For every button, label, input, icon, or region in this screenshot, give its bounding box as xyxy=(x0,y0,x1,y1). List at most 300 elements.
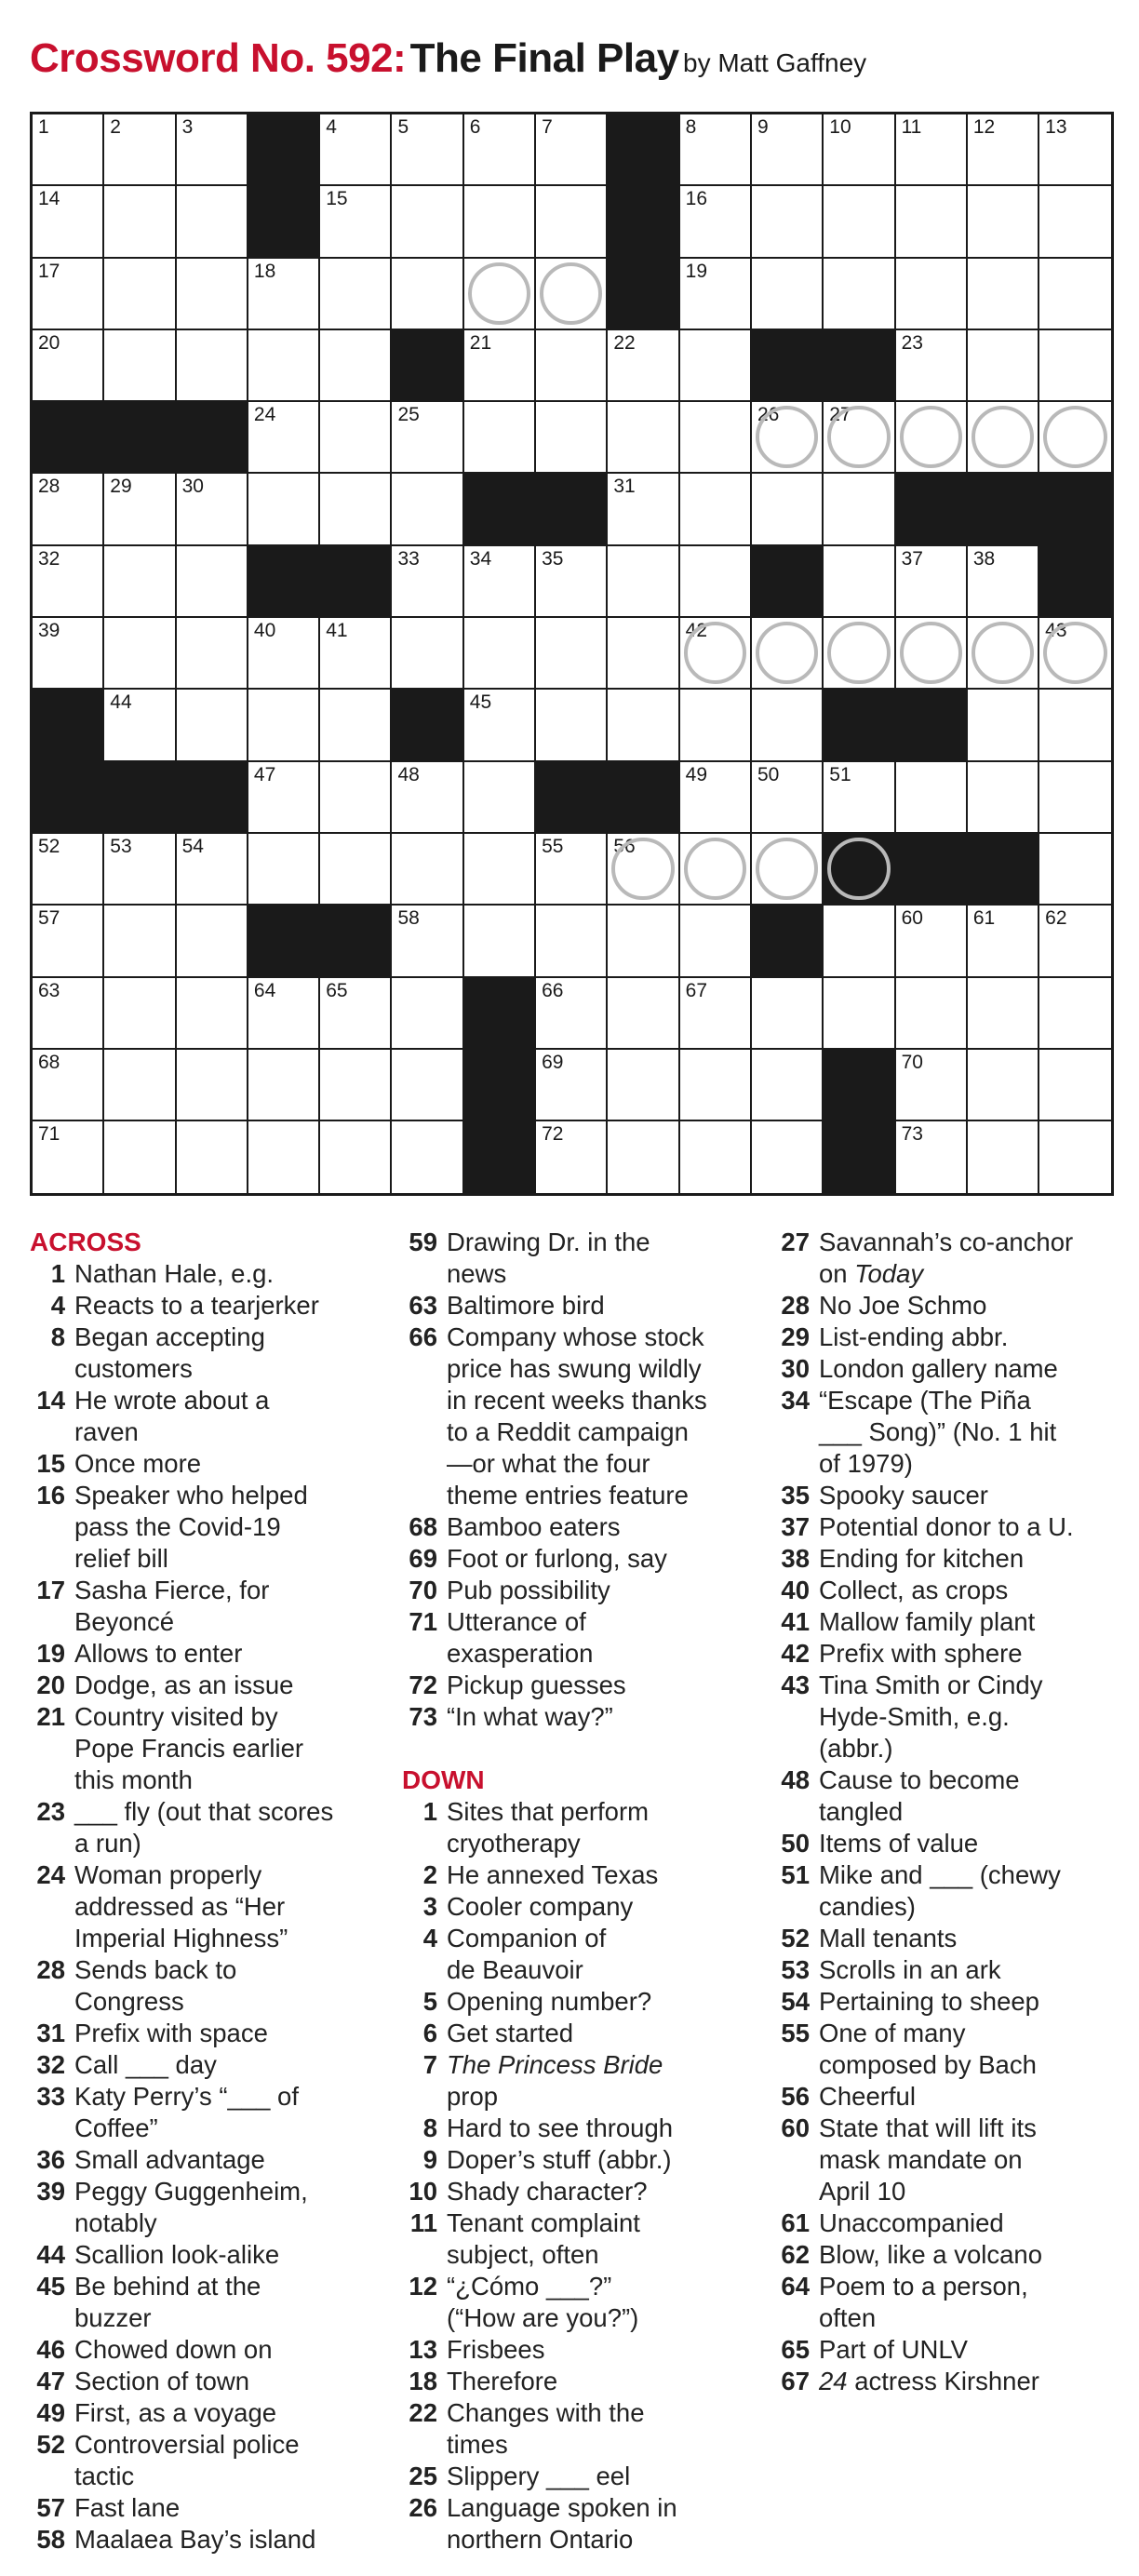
clue-text: Once more xyxy=(74,1449,202,1478)
clue-text: price has swung wildly xyxy=(447,1354,702,1383)
grid-cell[interactable] xyxy=(680,259,752,330)
grid-cell[interactable] xyxy=(896,330,968,402)
grid-cell[interactable] xyxy=(680,762,752,834)
grid-cell[interactable] xyxy=(968,186,1039,258)
grid-cell[interactable] xyxy=(392,1121,463,1193)
grid-cell[interactable] xyxy=(248,762,320,834)
grid-cell[interactable] xyxy=(752,114,824,186)
grid-cell[interactable] xyxy=(680,474,752,545)
grid-cell[interactable] xyxy=(608,1121,679,1193)
clue-text: (abbr.) xyxy=(819,1734,893,1763)
clue-number: 36 xyxy=(36,2145,65,2174)
grid-cell[interactable] xyxy=(392,259,463,330)
grid-cell[interactable] xyxy=(33,259,104,330)
grid-cell[interactable] xyxy=(392,618,463,690)
cell-number: 14 xyxy=(38,188,60,210)
grid-cell[interactable] xyxy=(392,762,463,834)
grid-cell[interactable] xyxy=(536,834,608,906)
grid-cell[interactable] xyxy=(248,690,320,761)
grid-cell[interactable] xyxy=(680,906,752,977)
cell-number: 38 xyxy=(972,547,996,570)
grid-cell[interactable] xyxy=(896,114,968,186)
clue-number: 6 xyxy=(422,2019,437,2047)
grid-cell[interactable] xyxy=(392,834,463,906)
grid-cell[interactable] xyxy=(33,114,104,186)
clue-text: April 10 xyxy=(819,2177,906,2206)
clue-text: Reacts to a tearjerker xyxy=(74,1291,319,1320)
grid-cell[interactable] xyxy=(104,1050,176,1121)
grid-cell[interactable] xyxy=(680,402,752,474)
grid-cell[interactable] xyxy=(177,1050,248,1121)
grid-cell[interactable] xyxy=(680,690,752,761)
grid-cell[interactable] xyxy=(968,762,1039,834)
circled-cell[interactable] xyxy=(536,259,608,330)
clue-number: 40 xyxy=(781,1576,810,1604)
grid-cell[interactable] xyxy=(464,114,536,186)
black-square xyxy=(1039,474,1111,545)
grid-cell[interactable] xyxy=(177,546,248,618)
cell-number: 25 xyxy=(397,404,420,426)
grid-cell[interactable] xyxy=(248,259,320,330)
clue-number xyxy=(402,2429,447,2461)
grid-cell[interactable] xyxy=(248,402,320,474)
circled-cell[interactable] xyxy=(1039,618,1111,690)
clue-text: Part of UNLV xyxy=(819,2335,968,2364)
grid-cell[interactable] xyxy=(177,186,248,258)
grid-cell[interactable] xyxy=(320,762,392,834)
grid-cell[interactable] xyxy=(464,762,536,834)
grid-cell[interactable] xyxy=(104,834,176,906)
clue-line xyxy=(402,2144,774,2176)
clue-number: 4 xyxy=(50,1291,65,1320)
grid-cell[interactable] xyxy=(392,906,463,977)
cell-number: 61 xyxy=(972,907,996,930)
clue-number: 62 xyxy=(781,2240,810,2269)
grid-cell[interactable] xyxy=(104,1121,176,1193)
grid-cell[interactable] xyxy=(896,546,968,618)
cell-number: 48 xyxy=(397,763,420,785)
clue-line xyxy=(774,1986,1139,2018)
grid-cell[interactable] xyxy=(33,546,104,618)
grid-cell[interactable] xyxy=(248,1050,320,1121)
grid-cell[interactable] xyxy=(752,186,824,258)
grid-cell[interactable] xyxy=(824,114,895,186)
circled-cell[interactable] xyxy=(680,834,752,906)
cell-number: 26 xyxy=(757,404,780,426)
clue-number xyxy=(774,2049,819,2081)
grid-cell[interactable] xyxy=(104,330,176,402)
clue-number: 55 xyxy=(781,2019,810,2047)
grid-cell[interactable] xyxy=(1039,690,1111,761)
clue-line xyxy=(402,2018,774,2049)
grid-cell[interactable] xyxy=(680,978,752,1050)
grid-cell[interactable] xyxy=(968,259,1039,330)
grid-cell[interactable] xyxy=(1039,259,1111,330)
grid-cell[interactable] xyxy=(1039,1121,1111,1193)
circled-cell[interactable] xyxy=(752,618,824,690)
clue-number xyxy=(402,2524,447,2556)
grid-cell[interactable] xyxy=(464,186,536,258)
grid-cell[interactable] xyxy=(608,1050,679,1121)
grid-cell[interactable] xyxy=(177,690,248,761)
clue-number: 1 xyxy=(50,1259,65,1288)
clue-line xyxy=(402,2397,774,2429)
clue-number xyxy=(774,1448,819,1480)
grid-cell[interactable] xyxy=(752,690,824,761)
clue-line xyxy=(402,1448,774,1480)
clue-line xyxy=(774,1575,1139,1606)
grid-cell[interactable] xyxy=(177,259,248,330)
grid-cell[interactable] xyxy=(1039,906,1111,977)
grid-cell[interactable] xyxy=(320,259,392,330)
circled-cell[interactable] xyxy=(896,402,968,474)
clue-line xyxy=(30,1543,402,1575)
grid-cell[interactable] xyxy=(536,1121,608,1193)
clue-number: 35 xyxy=(781,1481,810,1509)
clue-line xyxy=(774,2239,1139,2271)
clue-text: Cause to become xyxy=(819,1765,1020,1794)
grid-cell[interactable] xyxy=(392,546,463,618)
grid-cell[interactable] xyxy=(104,546,176,618)
grid-cell[interactable] xyxy=(33,834,104,906)
clue-line xyxy=(30,2366,402,2397)
grid-cell[interactable] xyxy=(824,474,895,545)
grid-cell[interactable] xyxy=(464,546,536,618)
clue-text: Blow, like a volcano xyxy=(819,2240,1042,2269)
grid-cell[interactable] xyxy=(536,618,608,690)
grid-cell[interactable] xyxy=(392,978,463,1050)
grid-cell[interactable] xyxy=(177,906,248,977)
grid-cell[interactable] xyxy=(536,906,608,977)
grid-cell[interactable] xyxy=(33,618,104,690)
clue-line xyxy=(774,1733,1139,1764)
clue-text: Company whose stock xyxy=(447,1322,704,1351)
grid-cell[interactable] xyxy=(968,330,1039,402)
clue-number: 71 xyxy=(409,1607,437,1636)
black-square xyxy=(896,474,968,545)
grid-cell[interactable] xyxy=(536,114,608,186)
grid-cell[interactable] xyxy=(608,330,679,402)
grid-cell[interactable] xyxy=(968,978,1039,1050)
clue-text: Mall tenants xyxy=(819,1924,958,1952)
grid-cell[interactable] xyxy=(248,834,320,906)
byline: by Matt Gaffney xyxy=(683,48,867,77)
clue-line xyxy=(774,1227,1139,1258)
grid-cell[interactable] xyxy=(752,978,824,1050)
grid-cell[interactable] xyxy=(1039,834,1111,906)
clue-text: Cheerful xyxy=(819,2082,916,2111)
clues-column-2 xyxy=(402,1227,774,2556)
grid-cell[interactable] xyxy=(896,186,968,258)
black-square xyxy=(248,114,320,186)
cell-number: 68 xyxy=(38,1051,60,1073)
grid-cell[interactable] xyxy=(536,330,608,402)
clue-number xyxy=(402,1258,447,1290)
cell-number: 44 xyxy=(110,691,132,714)
clue-line xyxy=(30,1385,402,1416)
grid-cell[interactable] xyxy=(680,1121,752,1193)
clue-line xyxy=(30,1606,402,1638)
grid-cell[interactable] xyxy=(320,114,392,186)
grid-cell[interactable] xyxy=(608,978,679,1050)
grid-cell[interactable] xyxy=(968,1121,1039,1193)
grid-cell[interactable] xyxy=(104,618,176,690)
clue-text: Prefix with space xyxy=(74,2019,268,2047)
grid-cell[interactable] xyxy=(177,618,248,690)
clue-text: buzzer xyxy=(74,2303,152,2332)
down-heading: DOWN xyxy=(402,1765,485,1794)
black-square xyxy=(464,474,536,545)
clue-text: Pope Francis earlier xyxy=(74,1734,304,1763)
grid-cell[interactable] xyxy=(680,330,752,402)
clue-text: customers xyxy=(74,1354,193,1383)
cell-number: 39 xyxy=(38,620,60,642)
clue-number xyxy=(402,1954,447,1986)
grid-cell[interactable] xyxy=(104,690,176,761)
clue-line xyxy=(774,2113,1139,2144)
clue-number: 13 xyxy=(409,2335,437,2364)
circled-cell[interactable] xyxy=(752,834,824,906)
grid-cell[interactable] xyxy=(33,186,104,258)
clue-text: (“How are you?”) xyxy=(447,2303,639,2332)
clue-text: Prefix with sphere xyxy=(819,1639,1023,1668)
grid-cell[interactable] xyxy=(968,114,1039,186)
grid-cell[interactable] xyxy=(320,1121,392,1193)
clue-text: mask mandate on xyxy=(819,2145,1023,2174)
clue-line xyxy=(402,2461,774,2492)
grid-cell[interactable] xyxy=(1039,186,1111,258)
clue-line xyxy=(402,1511,774,1543)
grid-cell[interactable] xyxy=(177,1121,248,1193)
grid-cell[interactable] xyxy=(177,978,248,1050)
clue-line xyxy=(402,1258,774,1290)
grid-cell[interactable] xyxy=(33,330,104,402)
grid-cell[interactable] xyxy=(536,186,608,258)
circled-cell[interactable] xyxy=(824,618,895,690)
grid-cell[interactable] xyxy=(824,906,895,977)
clue-number: 39 xyxy=(36,2177,65,2206)
grid-cell[interactable] xyxy=(33,474,104,545)
grid-cell[interactable] xyxy=(320,474,392,545)
clue-line xyxy=(30,2239,402,2271)
black-square xyxy=(392,330,463,402)
grid-cell[interactable] xyxy=(320,834,392,906)
grid-cell[interactable] xyxy=(824,186,895,258)
clue-text: Poem to a person, xyxy=(819,2272,1028,2301)
grid-cell[interactable] xyxy=(752,474,824,545)
grid-cell[interactable] xyxy=(680,114,752,186)
clue-number: 33 xyxy=(36,2082,65,2111)
cell-number: 45 xyxy=(469,691,492,714)
clue-number xyxy=(30,2302,74,2334)
grid-cell[interactable] xyxy=(752,762,824,834)
grid-cell[interactable] xyxy=(104,186,176,258)
circled-cell[interactable] xyxy=(968,618,1039,690)
grid-cell[interactable] xyxy=(536,690,608,761)
circled-cell[interactable] xyxy=(680,618,752,690)
grid-cell[interactable] xyxy=(824,978,895,1050)
grid-cell[interactable] xyxy=(464,690,536,761)
grid-cell[interactable] xyxy=(320,690,392,761)
black-square xyxy=(248,906,320,977)
grid-cell[interactable] xyxy=(320,186,392,258)
grid-cell[interactable] xyxy=(608,690,679,761)
grid-cell[interactable] xyxy=(104,259,176,330)
grid-cell[interactable] xyxy=(320,330,392,402)
grid-cell[interactable] xyxy=(320,1050,392,1121)
grid-cell[interactable] xyxy=(464,402,536,474)
clue-line xyxy=(30,2302,402,2334)
circled-cell[interactable] xyxy=(824,402,895,474)
grid-cell[interactable] xyxy=(392,186,463,258)
grid-cell[interactable] xyxy=(177,114,248,186)
clue-text: No Joe Schmo xyxy=(819,1291,987,1320)
grid-cell[interactable] xyxy=(33,906,104,977)
grid-cell[interactable] xyxy=(968,546,1039,618)
clue-text: Collect, as crops xyxy=(819,1576,1009,1604)
grid-cell[interactable] xyxy=(968,1050,1039,1121)
clue-text: “Escape (The Piña xyxy=(819,1386,1031,1415)
grid-cell[interactable] xyxy=(104,978,176,1050)
grid-cell[interactable] xyxy=(104,474,176,545)
grid-cell[interactable] xyxy=(536,546,608,618)
grid-cell[interactable] xyxy=(680,186,752,258)
grid-cell[interactable] xyxy=(824,259,895,330)
grid-cell[interactable] xyxy=(608,618,679,690)
grid-cell[interactable] xyxy=(1039,978,1111,1050)
circled-cell[interactable] xyxy=(464,259,536,330)
grid-cell[interactable] xyxy=(896,906,968,977)
puzzle-title xyxy=(30,35,866,82)
grid-cell[interactable] xyxy=(320,402,392,474)
grid-cell[interactable] xyxy=(680,1050,752,1121)
clue-text: Small advantage xyxy=(74,2145,265,2174)
grid-cell[interactable] xyxy=(968,690,1039,761)
grid-cell[interactable] xyxy=(248,978,320,1050)
grid-cell[interactable] xyxy=(248,474,320,545)
grid-cell[interactable] xyxy=(824,762,895,834)
grid-cell[interactable] xyxy=(608,474,679,545)
grid-cell[interactable] xyxy=(33,978,104,1050)
grid-cell[interactable] xyxy=(536,402,608,474)
clue-text: Ending for kitchen xyxy=(819,1544,1025,1573)
clue-line xyxy=(774,1954,1139,1986)
grid-cell[interactable] xyxy=(392,114,463,186)
grid-cell[interactable] xyxy=(896,1050,968,1121)
cell-number: 33 xyxy=(397,547,420,570)
grid-cell[interactable] xyxy=(752,259,824,330)
clue-number: 46 xyxy=(36,2335,65,2364)
grid-cell[interactable] xyxy=(680,546,752,618)
grid-cell[interactable] xyxy=(608,402,679,474)
grid-cell[interactable] xyxy=(968,906,1039,977)
cell-number: 49 xyxy=(685,763,708,785)
clue-text: List-ending abbr. xyxy=(819,1322,1009,1351)
grid-cell[interactable] xyxy=(752,1050,824,1121)
circled-cell[interactable] xyxy=(1039,402,1111,474)
black-square xyxy=(968,834,1039,906)
clue-text: Woman properly xyxy=(74,1860,262,1889)
grid-cell[interactable] xyxy=(248,1121,320,1193)
circled-cell[interactable] xyxy=(896,618,968,690)
grid-cell[interactable] xyxy=(824,546,895,618)
clue-text: composed by Bach xyxy=(819,2050,1037,2079)
clue-text: Tina Smith or Cindy xyxy=(819,1670,1043,1699)
grid-cell[interactable] xyxy=(320,618,392,690)
grid-cell[interactable] xyxy=(177,474,248,545)
clue-line xyxy=(402,1322,774,1353)
grid-cell[interactable] xyxy=(33,1050,104,1121)
clue-number: 15 xyxy=(36,1449,65,1478)
clue-number: 9 xyxy=(422,2145,437,2174)
clue-number: 22 xyxy=(409,2398,437,2427)
grid-cell[interactable] xyxy=(1039,762,1111,834)
grid-cell[interactable] xyxy=(392,474,463,545)
circled-cell[interactable] xyxy=(608,834,679,906)
black-square xyxy=(33,690,104,761)
clue-line xyxy=(774,1764,1139,1796)
grid-cell[interactable] xyxy=(464,834,536,906)
grid-cell[interactable] xyxy=(392,402,463,474)
grid-cell[interactable] xyxy=(33,1121,104,1193)
grid-cell[interactable] xyxy=(177,834,248,906)
clue-text: Changes with the xyxy=(447,2398,645,2427)
grid-cell[interactable] xyxy=(464,330,536,402)
circled-cell[interactable] xyxy=(968,402,1039,474)
grid-cell[interactable] xyxy=(104,906,176,977)
grid-cell[interactable] xyxy=(896,978,968,1050)
clue-line xyxy=(774,2207,1139,2239)
clue-line xyxy=(402,2113,774,2144)
clue-line xyxy=(402,2207,774,2239)
grid-cell[interactable] xyxy=(248,330,320,402)
clue-text: Pub possibility xyxy=(447,1576,610,1604)
grid-cell[interactable] xyxy=(896,259,968,330)
grid-cell[interactable] xyxy=(608,906,679,977)
clue-line xyxy=(774,1606,1139,1638)
grid-cell[interactable] xyxy=(896,1121,968,1193)
clue-text: Call ___ day xyxy=(74,2050,217,2079)
grid-cell[interactable] xyxy=(104,114,176,186)
clue-number xyxy=(402,1416,447,1448)
clue-text: a run) xyxy=(74,1829,141,1858)
grid-cell[interactable] xyxy=(392,1050,463,1121)
grid-cell[interactable] xyxy=(177,330,248,402)
grid-cell[interactable] xyxy=(248,618,320,690)
grid-cell[interactable] xyxy=(608,546,679,618)
cell-number: 23 xyxy=(901,331,923,354)
grid-cell[interactable] xyxy=(896,762,968,834)
grid-cell[interactable] xyxy=(1039,1050,1111,1121)
grid-cell[interactable] xyxy=(536,978,608,1050)
clue-line xyxy=(30,1290,402,1322)
clue-line xyxy=(30,1638,402,1670)
grid-cell[interactable] xyxy=(464,906,536,977)
grid-cell[interactable] xyxy=(1039,114,1111,186)
grid-cell[interactable] xyxy=(464,618,536,690)
circled-cell[interactable] xyxy=(752,402,824,474)
grid-cell[interactable] xyxy=(1039,330,1111,402)
clue-text: candies) xyxy=(819,1892,916,1921)
clue-line xyxy=(774,1543,1139,1575)
cell-number: 6 xyxy=(469,116,481,138)
grid-cell[interactable] xyxy=(536,1050,608,1121)
clue-line xyxy=(774,1385,1139,1416)
grid-cell[interactable] xyxy=(752,1121,824,1193)
clue-text: theme entries feature xyxy=(447,1481,689,1509)
grid-cell[interactable] xyxy=(320,978,392,1050)
clue-line xyxy=(402,1638,774,1670)
